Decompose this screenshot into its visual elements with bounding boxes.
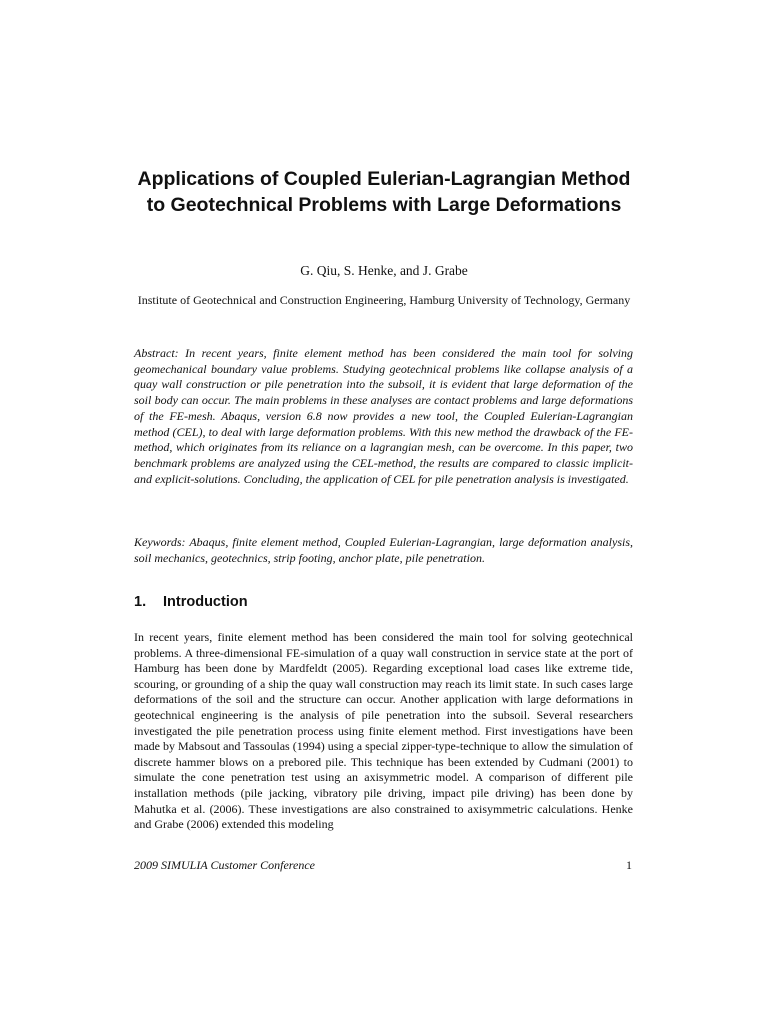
abstract: Abstract: In recent years, finite element method has been considered the main tool for solving geomechanical boundary value problems. Studying geotechnical problems like collapse analysis of a quay wall construction or pile penetration into the subsoil, it is evident that large deformation of the soil body can occur. The main problems in these analyses are contact problems and large deformations of the FE-mesh. Abaqus, version 6.8 now provides a new tool, the Coupled Eulerian-Lagrangian method (CEL), to deal with large deformation problems. With this new method the drawback of the FE-method, which originates from its reliance on a lagrangian mesh, can be overcome. In this paper, two benchmark problems are analyzed using the CEL-method, the results are compared to classic implicit- and explicit-solutions. Concluding, the application of CEL for pile penetration analysis is investigated. xyxy=(134,346,633,486)
affiliation: Institute of Geotechnical and Construction Engineering, Hamburg University of Technology, Germany xyxy=(137,293,631,307)
footer-conference: 2009 SIMULIA Customer Conference xyxy=(134,858,315,872)
keywords: Keywords: Abaqus, finite element method, Coupled Eulerian-Lagrangian, large deformation analysis, soil mechanics, geotechnics, strip footing, anchor plate, pile penetration. xyxy=(134,535,633,565)
paper-title: Applications of Coupled Eulerian-Lagrangian Method to Geotechnical Problems with Large Deformations xyxy=(137,168,631,216)
section-title: Introduction xyxy=(163,594,248,610)
page-number: 1 xyxy=(626,858,632,872)
section-number: 1. xyxy=(134,594,147,610)
section-heading xyxy=(134,592,633,612)
introduction-paragraph: In recent years, finite element method has been considered the main tool for solving geotechnical problems. A three-dimensional FE-simulation of a quay wall construction in service state at the port of Hamburg has been done by Mardfeldt (2005). Regarding exceptional load cases like extreme tide, scouring, or grounding of a ship the quay wall construction may reach its limit state. In such cases large deformations of the soil and the structure can occur. Another application with large deformations in geotechnical engineering is the analysis of pile penetration into the subsoil. Several researchers investigated the pile penetration process using finite element method. First investigations have been made by Mabsout and Tassoulas (1994) using a special zipper-type-technique to allow the simulation of discrete hammer blows on a prebored pile. This technique has been extended by Cudmani (2001) to simulate the cone penetration test using an axisymmetric model. A comparison of different pile installation methods (pile jacking, vibratory pile driving, impact pile driving) has been done by Mahutka et al. (2006). These investigations are also constrained to axisymmetric calculations. Henke and Grabe (2006) extended this modeling xyxy=(134,630,633,832)
author-list: G. Qiu, S. Henke, and J. Grabe xyxy=(300,263,468,278)
